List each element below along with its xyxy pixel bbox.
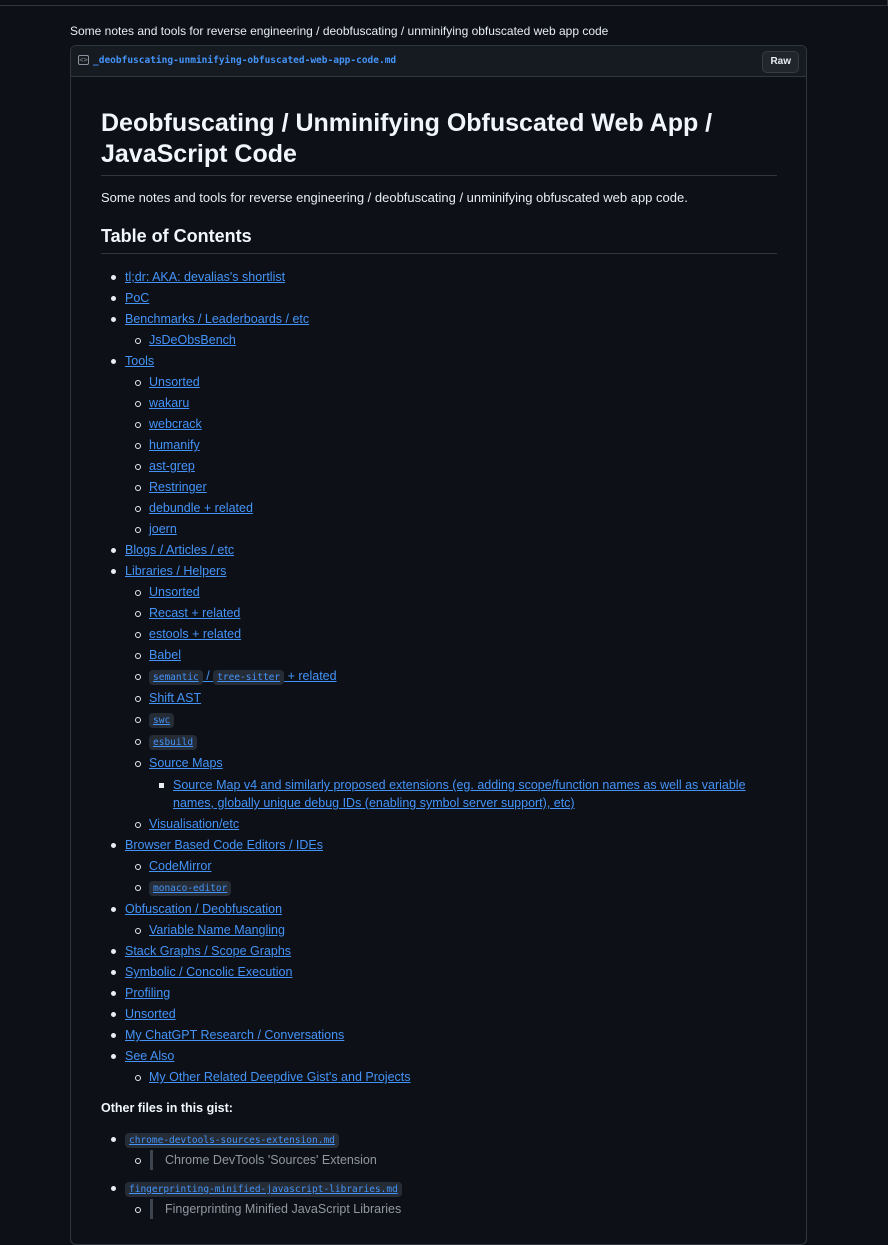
intro-paragraph: Some notes and tools for reverse engineering / deobfuscating / unminifying obfuscated web app code. [101, 190, 688, 205]
list-item [125, 519, 777, 540]
list-item [101, 1178, 777, 1219]
toc-link-codemirror[interactable]: CodeMirror [149, 859, 212, 873]
inline-code-semantic: semantic [149, 670, 203, 685]
list-item [125, 666, 777, 688]
list-item [125, 814, 777, 835]
top-divider [0, 5, 888, 6]
inline-code-filename: chrome-devtools-sources-extension.md [125, 1133, 339, 1148]
blockquote: Chrome DevTools 'Sources' Extension [150, 1150, 777, 1170]
sub-list [125, 582, 777, 835]
toc-link-ast-grep[interactable]: ast-grep [149, 459, 195, 473]
list-item [125, 688, 777, 709]
inline-code-swc: swc [149, 713, 174, 728]
toc-link-tools-unsorted[interactable]: Unsorted [149, 375, 200, 389]
toc-link-blogs[interactable]: Blogs / Articles / etc [125, 543, 235, 557]
toc-link-unsorted[interactable]: Unsorted [125, 1007, 176, 1021]
blockquote: Fingerprinting Minified JavaScript Libraries [150, 1199, 777, 1219]
inline-code-monaco-editor: monaco-editor [149, 881, 231, 896]
list-item [101, 1129, 777, 1170]
inline-code-tree-sitter: tree-sitter [213, 670, 284, 685]
list-item [101, 288, 777, 309]
toc-link-jsdeobsbench[interactable]: JsDeObsBench [149, 333, 236, 347]
toc-link-source-map-v4[interactable]: Source Map v4 and similarly proposed extensions (eg. adding scope/function names as well as variable names, globally unique debug IDs (enabling symbol server support), etc) [173, 778, 746, 810]
list-item [125, 1067, 777, 1088]
sub-list [125, 372, 777, 540]
list-item [101, 561, 777, 835]
list-item [101, 540, 777, 561]
gist-description: Some notes and tools for reverse engineering / deobfuscating / unminifying obfuscated web app code [70, 24, 609, 38]
toc-link-obfuscation[interactable]: Obfuscation / Deobfuscation [125, 902, 283, 916]
toc-link-benchmarks[interactable]: Benchmarks / Leaderboards / etc [125, 312, 310, 326]
list-item [125, 920, 777, 941]
list-item [149, 776, 777, 812]
toc-link-visualisation[interactable]: Visualisation/etc [149, 817, 240, 831]
list-item [101, 983, 777, 1004]
toc-list [101, 267, 777, 1088]
sub-list [125, 856, 777, 899]
toc-link-wakaru[interactable]: wakaru [149, 396, 190, 410]
sub-list [125, 920, 777, 941]
list-item [125, 603, 777, 624]
toc-link-babel[interactable]: Babel [149, 648, 181, 662]
gist-file-container [70, 45, 807, 1245]
raw-button[interactable]: Raw [762, 51, 799, 73]
toc-link-variable-name-mangling[interactable]: Variable Name Mangling [149, 923, 285, 937]
toc-link-restringer[interactable]: Restringer [149, 480, 207, 494]
toc-link-semantic-tree-sitter[interactable] [149, 669, 337, 683]
toc-link-tools[interactable]: Tools [125, 354, 155, 368]
list-item [125, 582, 777, 603]
list-item [101, 1046, 777, 1088]
toc-link-libraries[interactable]: Libraries / Helpers [125, 564, 227, 578]
markdown-body [101, 108, 777, 1227]
toc-link-symbolic[interactable]: Symbolic / Concolic Execution [125, 965, 293, 979]
list-item [125, 856, 777, 877]
list-item [125, 753, 777, 812]
list-item [101, 1004, 777, 1025]
list-item [101, 1025, 777, 1046]
toc-link-monaco-editor[interactable] [149, 880, 231, 894]
toc-link-recast[interactable]: Recast + related [149, 606, 241, 620]
toc-link-shift-ast[interactable]: Shift AST [149, 691, 202, 705]
toc-link-poc[interactable]: PoC [125, 291, 150, 305]
toc-link-editors[interactable]: Browser Based Code Editors / IDEs [125, 838, 323, 852]
toc-link-debundle[interactable]: debundle + related [149, 501, 253, 515]
toc-heading: Table of Contents [101, 226, 777, 254]
list-item [101, 309, 777, 351]
toc-link-source-maps[interactable]: Source Maps [149, 756, 223, 770]
list-item [125, 1150, 777, 1170]
list-item [125, 435, 777, 456]
list-item [101, 835, 777, 899]
list-item [125, 414, 777, 435]
sub-list [125, 330, 777, 351]
list-item [125, 645, 777, 666]
list-item [125, 709, 777, 731]
list-item [125, 456, 777, 477]
list-item [125, 1199, 777, 1219]
list-item [125, 477, 777, 498]
other-file-link[interactable] [125, 1181, 402, 1195]
file-name-link[interactable]: _deobfuscating-unminifying-obfuscated-web-app-code.md [93, 55, 397, 66]
other-files-heading: Other files in this gist: [101, 1101, 233, 1115]
other-file-link[interactable] [125, 1132, 339, 1146]
toc-link-profiling[interactable]: Profiling [125, 986, 171, 1000]
inline-code-esbuild: esbuild [149, 735, 197, 750]
code-square-icon: <> [79, 56, 88, 64]
toc-link-other-gists[interactable]: My Other Related Deepdive Gist's and Projects [149, 1070, 411, 1084]
list-item [125, 731, 777, 753]
sub-list [125, 1067, 777, 1088]
toc-link-humanify[interactable]: humanify [149, 438, 200, 452]
toc-link-swc[interactable] [149, 712, 174, 726]
list-item [101, 962, 777, 983]
toc-link-estools[interactable]: estools + related [149, 627, 242, 641]
toc-link-stack-graphs[interactable]: Stack Graphs / Scope Graphs [125, 944, 292, 958]
list-item [101, 351, 777, 540]
link-separator: / [202, 669, 214, 683]
list-item [125, 624, 777, 645]
toc-link-webcrack[interactable]: webcrack [149, 417, 202, 431]
toc-link-tldr[interactable]: tl;dr: AKA: devalias's shortlist [125, 270, 286, 284]
other-files-list [101, 1129, 777, 1219]
list-item [101, 899, 777, 941]
toc-link-see-also[interactable]: See Also [125, 1049, 175, 1063]
inline-code-filename: fingerprinting-minified-javascript-libraries.md [125, 1182, 402, 1197]
list-item [101, 267, 777, 288]
link-suffix: + related [284, 669, 337, 683]
list-item [125, 372, 777, 393]
toc-link-esbuild[interactable] [149, 734, 197, 748]
sub-sub-list [149, 776, 777, 812]
toc-link-lib-unsorted[interactable]: Unsorted [149, 585, 200, 599]
list-item [101, 941, 777, 962]
file-header [71, 46, 806, 77]
list-item [125, 393, 777, 414]
list-item [125, 877, 777, 899]
page-title: Deobfuscating / Unminifying Obfuscated Web App / JavaScript Code [101, 108, 777, 176]
list-item [125, 498, 777, 519]
toc-link-chatgpt[interactable]: My ChatGPT Research / Conversations [125, 1028, 345, 1042]
list-item [125, 330, 777, 351]
toc-link-joern[interactable]: joern [149, 522, 177, 536]
